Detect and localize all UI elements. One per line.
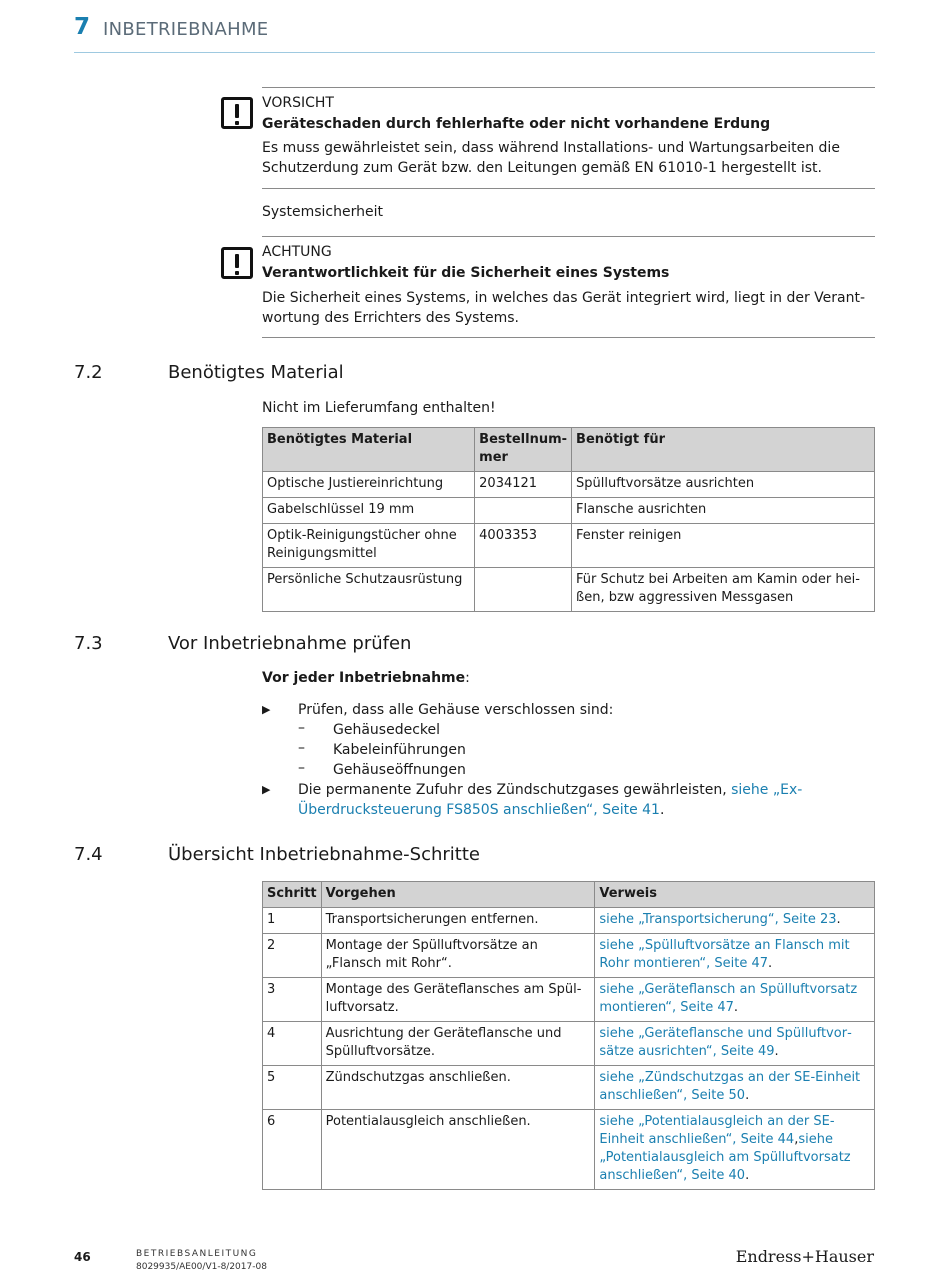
table-header-cell: Verweis xyxy=(595,882,875,908)
brand-logo: Endress+Hauser xyxy=(735,1247,874,1266)
table-row xyxy=(263,498,875,524)
cross-reference-link[interactable]: siehe „Geräteflansch an Spülluftvorsatz montieren“, Seite 47 xyxy=(599,982,858,1015)
step-reference xyxy=(595,934,875,978)
table-cell: Flansche ausrichten xyxy=(572,498,875,524)
system-safety-heading: Systemsicherheit xyxy=(262,204,383,220)
notice-rule-bottom xyxy=(262,188,875,189)
table-row xyxy=(263,524,875,568)
table-header-cell: Vorgehen xyxy=(321,882,595,908)
cross-reference-link[interactable]: siehe „Spülluftvorsätze an Flansch mit Rohr montieren“, Seite 47 xyxy=(599,938,850,971)
step-action: Zündschutzgas anschließen. xyxy=(321,1066,595,1110)
document-id: 8029935/AE00/V1-8/2017-08 xyxy=(136,1262,267,1272)
punctuation: . xyxy=(745,1168,750,1183)
checklist-item-text: Die permanente Zufuhr des Zündschutzgases gewährleisten, xyxy=(298,782,732,798)
step-number: 3 xyxy=(263,978,322,1022)
step-reference xyxy=(595,1022,875,1066)
material-table xyxy=(262,427,875,612)
table-row xyxy=(263,908,875,934)
steps-table xyxy=(262,881,875,1190)
warning-icon xyxy=(221,247,253,279)
table-cell: Spülluftvorsätze ausrichten xyxy=(572,472,875,498)
step-number: 2 xyxy=(263,934,322,978)
notice-title: Geräteschaden durch fehlerhafte oder nicht vorhandene Erdung xyxy=(262,116,771,132)
punctuation: . xyxy=(836,912,841,927)
table-header-row xyxy=(263,882,875,908)
section-title: Übersicht Inbetriebnahme-Schritte xyxy=(168,844,480,865)
checklist-item: Prüfen, dass alle Gehäuse verschlossen sind: xyxy=(298,702,614,718)
table-row xyxy=(263,934,875,978)
table-header-cell: Bestellnummer xyxy=(475,428,572,472)
step-action: Montage der Spülluftvorsätze an „Flansch mit Rohr“. xyxy=(321,934,595,978)
punctuation: . xyxy=(659,802,665,818)
section-number: 7.3 xyxy=(74,633,103,654)
step-reference xyxy=(595,1066,875,1110)
punctuation: . xyxy=(774,1044,779,1059)
section-title: Benötigtes Material xyxy=(168,362,344,383)
sub-item: Gehäusedeckel xyxy=(333,722,441,738)
table-header-cell: Benötigt für xyxy=(572,428,875,472)
section-number: 7.2 xyxy=(74,362,103,383)
chapter-title: INBETRIEBNAHME xyxy=(103,19,269,40)
cross-reference-link[interactable]: siehe „Ex-Überdrucksteuerung FS850S anschließen“, Seite 41 xyxy=(298,782,803,818)
step-number: 6 xyxy=(263,1110,322,1190)
document-type: BETRIEBSANLEITUNG xyxy=(136,1249,258,1259)
notice-title: Verantwortlichkeit für die Sicherheit eines Systems xyxy=(262,265,670,281)
step-number: 4 xyxy=(263,1022,322,1066)
chapter-number: 7 xyxy=(74,14,91,40)
punctuation: . xyxy=(745,1088,750,1103)
table-row xyxy=(263,568,875,612)
step-reference xyxy=(595,1110,875,1190)
section-intro: Nicht im Lieferumfang enthalten! xyxy=(262,400,496,416)
triangle-bullet-icon: ▶ xyxy=(262,703,271,716)
notice-signal-word: VORSICHT xyxy=(262,95,334,111)
punctuation: , xyxy=(794,1132,799,1147)
section-title: Vor Inbetriebnahme prüfen xyxy=(168,633,412,654)
cross-reference-link[interactable]: siehe „Zündschutzgas an der SE-Einheit anschließen“, Seite 50 xyxy=(599,1070,861,1103)
notice-rule-top xyxy=(262,87,875,88)
checklist-item xyxy=(298,780,874,820)
table-cell: 4003353 xyxy=(475,524,572,568)
dash-icon: – xyxy=(298,760,305,776)
checklist-lead xyxy=(262,670,470,686)
step-action: Montage des Geräteflansches am Spülluftvorsatz. xyxy=(321,978,595,1022)
table-cell xyxy=(475,498,572,524)
table-header-cell: Benötigtes Material xyxy=(263,428,475,472)
dash-icon: – xyxy=(298,720,305,736)
dash-icon: – xyxy=(298,740,305,756)
cross-reference-link[interactable]: siehe „Geräteflansche und Spülluftvorsätze ausrichten“, Seite 49 xyxy=(599,1026,852,1059)
cross-reference-link[interactable]: siehe „Potentialausgleich an der SE-Einheit anschließen“, Seite 44 xyxy=(599,1114,835,1147)
table-row xyxy=(263,1066,875,1110)
step-number: 1 xyxy=(263,908,322,934)
table-row xyxy=(263,472,875,498)
step-reference xyxy=(595,908,875,934)
table-row xyxy=(263,1022,875,1066)
step-reference xyxy=(595,978,875,1022)
table-row xyxy=(263,1110,875,1190)
sub-item: Kabeleinführungen xyxy=(333,742,466,758)
table-cell: 2034121 xyxy=(475,472,572,498)
table-header-cell: Schritt xyxy=(263,882,322,908)
table-cell xyxy=(475,568,572,612)
table-cell: Optik-Reinigungstücher ohne Reinigungsmittel xyxy=(263,524,475,568)
notice-rule-top xyxy=(262,236,875,237)
notice-rule-bottom xyxy=(262,337,875,338)
header-rule xyxy=(74,52,875,53)
section-number: 7.4 xyxy=(74,844,103,865)
checklist-lead-bold: Vor jeder Inbetriebnahme xyxy=(262,670,466,686)
cross-reference-link[interactable]: siehe „Potentialausgleich am Spülluftvorsatz anschließen“, Seite 40 xyxy=(599,1132,851,1183)
table-cell: Gabelschlüssel 19 mm xyxy=(263,498,475,524)
punctuation: . xyxy=(733,1000,739,1015)
notice-signal-word: ACHTUNG xyxy=(262,244,332,260)
table-header-row xyxy=(263,428,875,472)
warning-icon xyxy=(221,97,253,129)
triangle-bullet-icon: ▶ xyxy=(262,783,271,796)
table-cell: Persönliche Schutzausrüstung xyxy=(263,568,475,612)
checklist-lead-colon: : xyxy=(465,670,470,686)
step-action: Transportsicherungen entfernen. xyxy=(321,908,595,934)
cross-reference-link[interactable]: siehe „Transportsicherung“, Seite 23 xyxy=(599,912,837,927)
notice-text: Die Sicherheit eines Systems, in welches das Gerät integriert wird, liegt in der Verantwortung des Errichters des Systems. xyxy=(262,290,866,326)
table-row xyxy=(263,978,875,1022)
table-cell: Fenster reinigen xyxy=(572,524,875,568)
step-number: 5 xyxy=(263,1066,322,1110)
page-number: 46 xyxy=(74,1250,91,1264)
table-cell: Optische Justiereinrichtung xyxy=(263,472,475,498)
notice-text: Es muss gewährleistet sein, dass während Installations- und Wartungsarbeiten die Schutzerdung zum Gerät bzw. den Leitungen gemäß EN 61010-1 hergestellt ist. xyxy=(262,140,840,176)
table-cell: Für Schutz bei Arbeiten am Kamin oder heißen, bzw aggressiven Messgasen xyxy=(572,568,875,612)
step-action: Ausrichtung der Geräteflansche und Spülluftvorsätze. xyxy=(321,1022,595,1066)
sub-item: Gehäuseöffnungen xyxy=(333,762,466,778)
step-action: Potentialausgleich anschließen. xyxy=(321,1110,595,1190)
punctuation: . xyxy=(768,956,773,971)
